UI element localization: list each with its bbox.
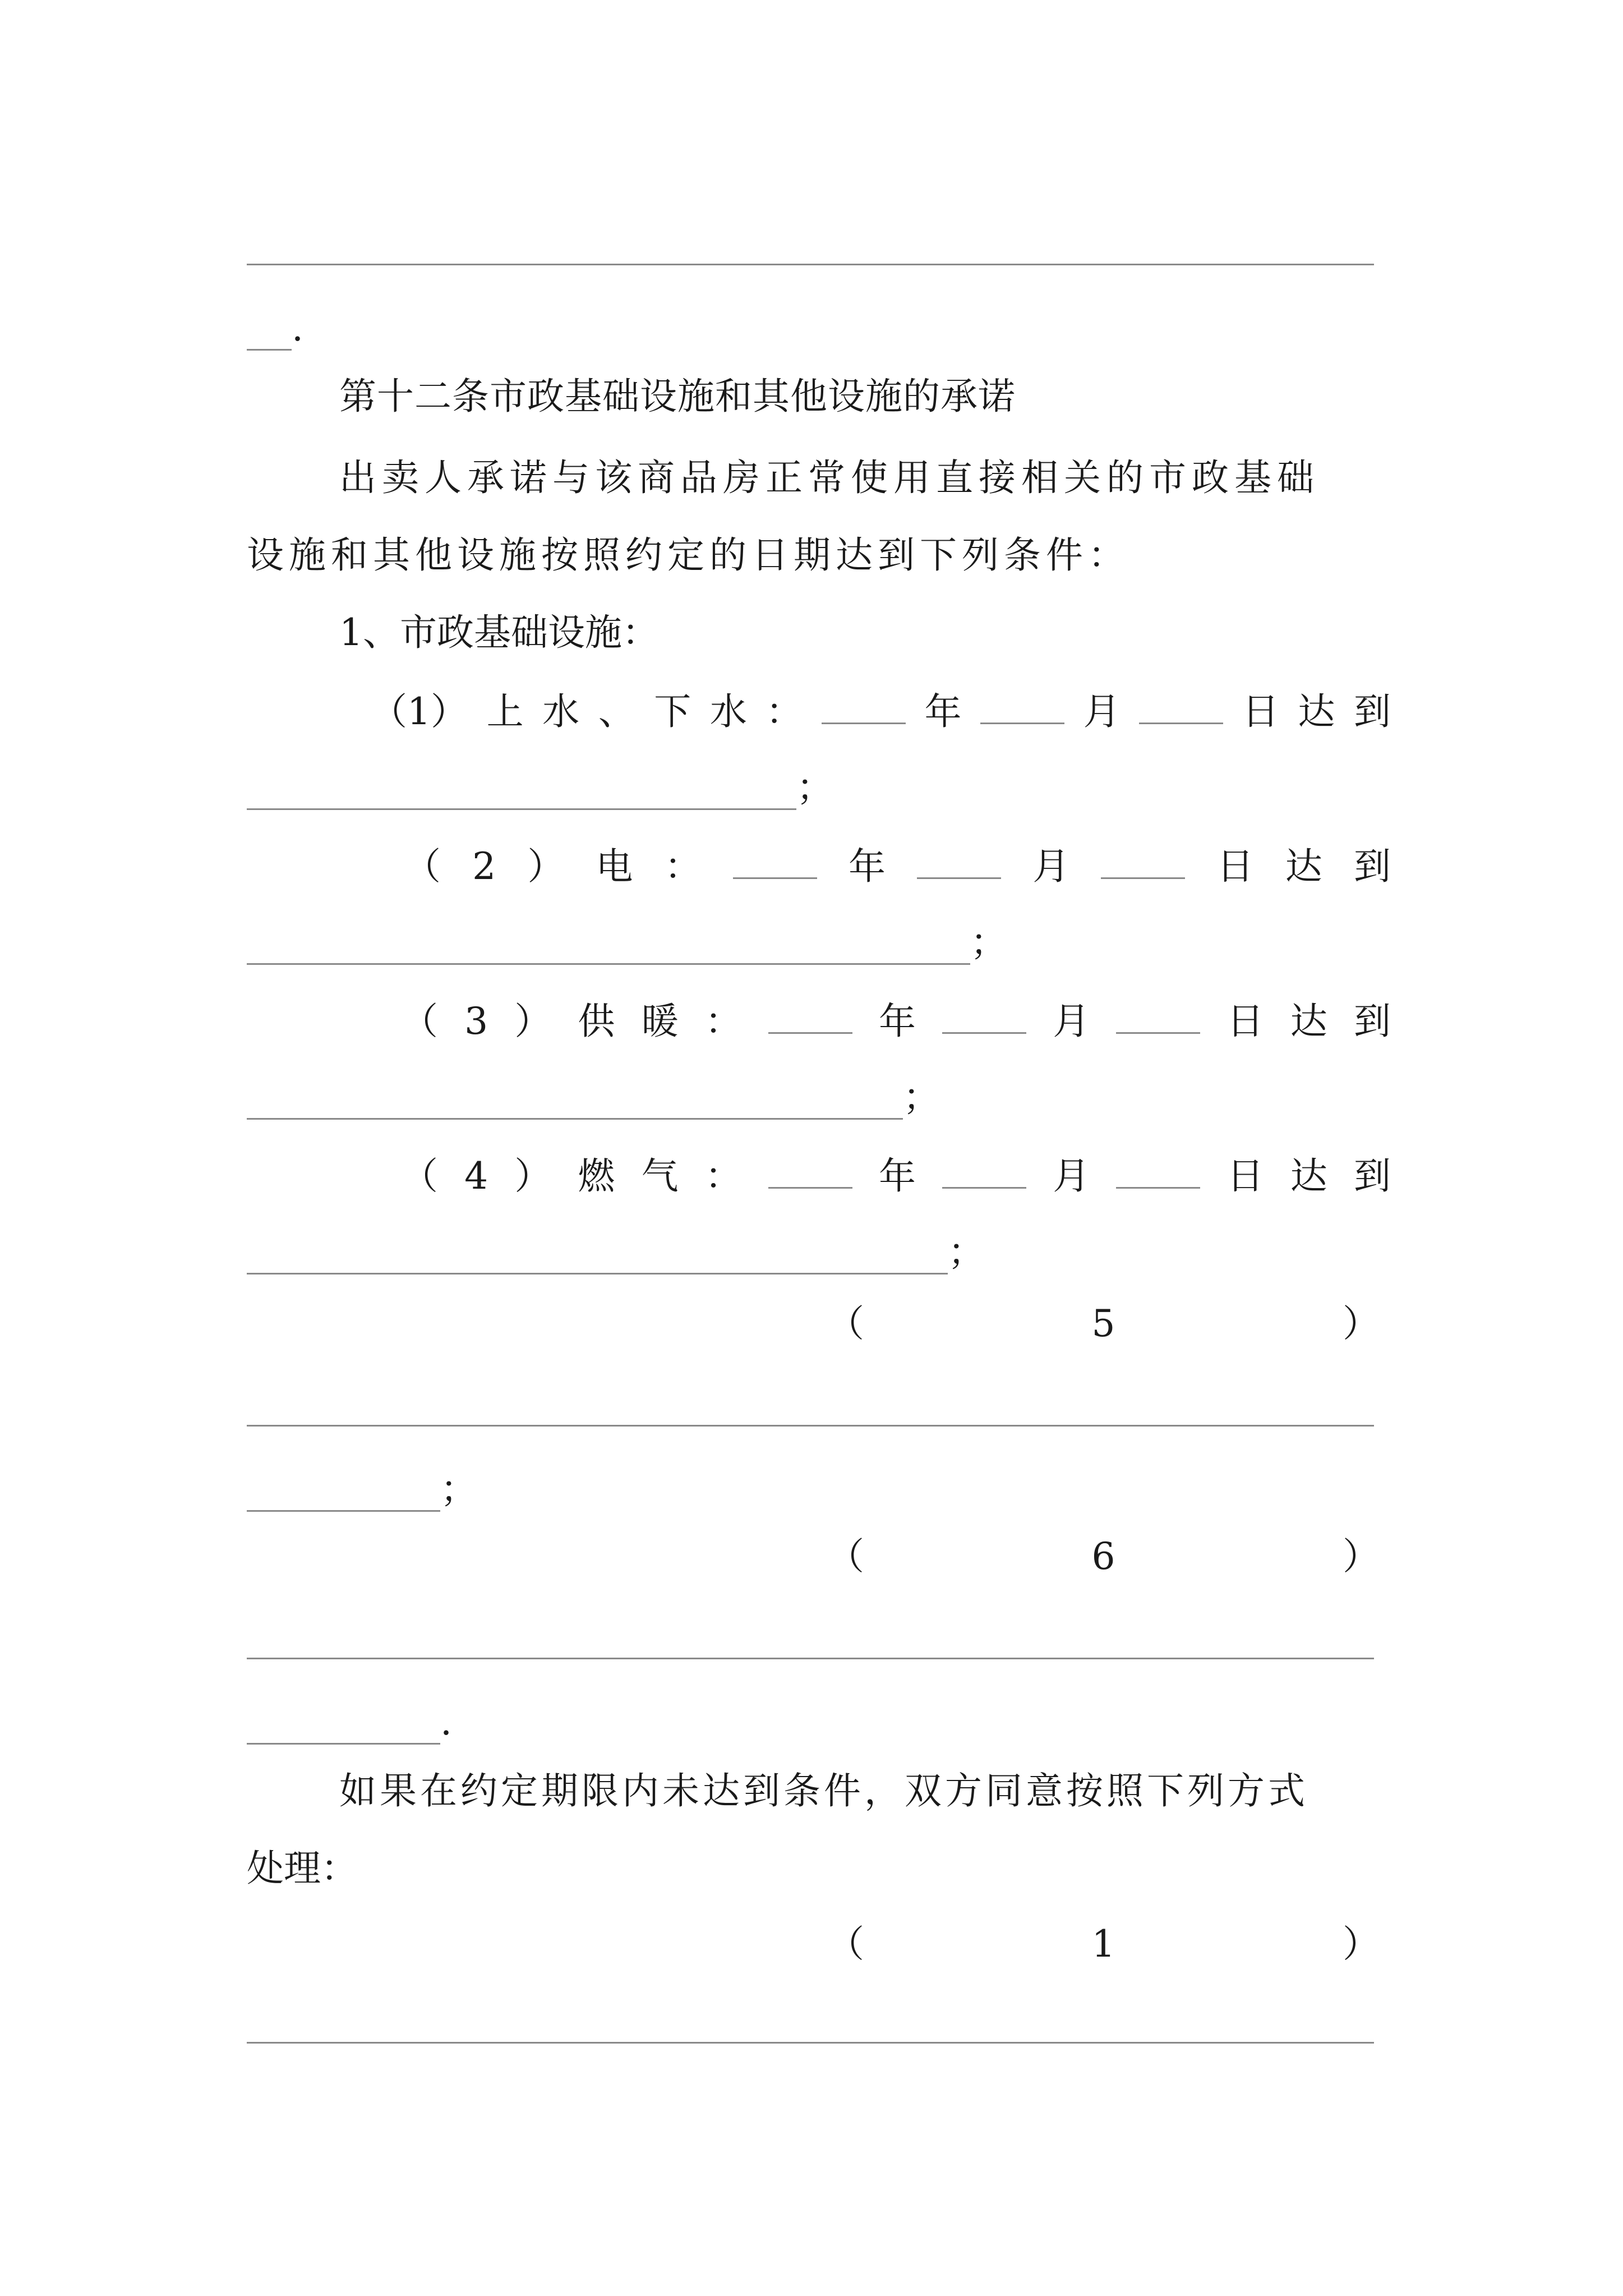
breach-item-1-heading	[827, 1922, 1380, 1967]
day-blank	[1139, 688, 1223, 724]
intro-line-2: 设施和其他设施按照约定的日期达到下列条件：	[247, 533, 1130, 577]
item-label-part: 4	[464, 1154, 488, 1198]
section-title: 1、市政基础设施：	[339, 611, 659, 654]
end-mark: .	[440, 1700, 452, 1743]
fill-blank	[247, 928, 970, 965]
item-electricity	[404, 843, 1391, 889]
fill-line	[247, 1425, 1374, 1427]
reach-label: 达	[1285, 845, 1322, 888]
item-label-part: （1）	[370, 690, 468, 733]
month-label: 月	[1053, 1154, 1090, 1198]
item-label-part: 电	[596, 845, 633, 888]
item-electricity-fill	[247, 920, 1007, 965]
item-gas-fill	[247, 1230, 985, 1274]
day-blank	[1101, 843, 1185, 879]
breach-line-2: 处理：	[247, 1847, 358, 1890]
item-label-part: （	[401, 1154, 438, 1198]
year-blank	[822, 688, 906, 724]
reach-label: 达	[1290, 1154, 1327, 1198]
month-label: 月	[1053, 1000, 1090, 1043]
item-label-part: 水	[542, 690, 580, 733]
reach-label: 达	[1290, 1000, 1327, 1043]
item-close-paren: ）	[1343, 1535, 1380, 1578]
day-blank	[1116, 1152, 1200, 1189]
fill-line	[247, 1658, 1374, 1659]
year-label: 年	[878, 1154, 916, 1198]
fill-line	[247, 2042, 1374, 2044]
fill-blank	[247, 314, 292, 351]
item-label-part: 、	[598, 690, 635, 733]
item-heating-fill	[247, 1075, 940, 1120]
item-label-part: ）	[514, 1000, 552, 1043]
continuation-end	[247, 306, 303, 351]
item-label-part: 水	[709, 690, 747, 733]
day-label: 日	[1227, 1154, 1264, 1198]
end-mark: .	[292, 306, 303, 349]
intro-line-1: 出卖人承诺与该商品房正常使用直接相关的市政基础	[339, 456, 1320, 499]
end-mark: ；	[903, 1075, 940, 1119]
month-blank	[980, 688, 1064, 724]
end-mark: ；	[970, 921, 1007, 964]
year-blank	[768, 1152, 852, 1189]
item-label-part: 3	[464, 1000, 488, 1043]
item-6-heading	[827, 1534, 1380, 1579]
end-mark: ；	[948, 1230, 985, 1273]
item-label-part: （	[404, 845, 441, 888]
day-label: 日	[1227, 1000, 1264, 1043]
fill-blank	[247, 1238, 948, 1274]
article-title: 第十二条市政基础设施和其他设施的承诺	[339, 375, 1016, 418]
item-heating	[401, 997, 1391, 1044]
item-water	[370, 688, 1391, 734]
fill-blank	[247, 1708, 440, 1745]
item-5-fill	[247, 1467, 477, 1512]
day-label: 日	[1216, 845, 1254, 888]
month-blank	[942, 1152, 1026, 1189]
year-label: 年	[924, 690, 962, 733]
item-open-paren: （	[827, 1302, 864, 1345]
item-label-part: ：	[704, 1000, 742, 1043]
year-label: 年	[848, 845, 886, 888]
fill-blank	[247, 1475, 440, 1512]
year-label: 年	[878, 1000, 916, 1043]
item-6-fill	[247, 1700, 452, 1745]
month-label: 月	[1032, 845, 1070, 888]
item-number: 1	[1091, 1922, 1115, 1966]
fill-blank	[247, 774, 796, 810]
end-mark: ；	[440, 1467, 477, 1511]
item-label-part: 燃	[578, 1154, 615, 1198]
item-number: 5	[1091, 1302, 1115, 1345]
item-label-part: ：	[766, 690, 803, 733]
item-label-part: 2	[472, 845, 496, 888]
day-blank	[1116, 997, 1200, 1034]
item-label-part: ：	[704, 1154, 742, 1198]
item-gas	[401, 1152, 1391, 1199]
item-open-paren: （	[827, 1535, 864, 1578]
item-close-paren: ）	[1343, 1922, 1380, 1966]
reach-label: 到	[1353, 1154, 1391, 1198]
item-close-paren: ）	[1343, 1302, 1380, 1345]
item-label-part: 气	[641, 1154, 679, 1198]
item-label-part: （	[401, 1000, 438, 1043]
reach-label: 到	[1353, 690, 1391, 733]
reach-label: 到	[1353, 1000, 1391, 1043]
item-label-part: ：	[664, 845, 702, 888]
item-label-part: 暖	[641, 1000, 679, 1043]
fill-line	[247, 264, 1374, 265]
item-number: 6	[1091, 1535, 1115, 1578]
breach-line-1: 如果在约定期限内未达到条件，双方同意按照下列方式	[339, 1769, 1308, 1812]
month-blank	[917, 843, 1001, 879]
day-label: 日	[1242, 690, 1279, 733]
reach-label: 达	[1298, 690, 1335, 733]
end-mark: ；	[796, 766, 833, 809]
item-open-paren: （	[827, 1922, 864, 1966]
item-water-fill	[247, 765, 833, 810]
item-5-heading	[827, 1301, 1380, 1346]
item-label-part: ）	[527, 845, 565, 888]
item-label-part: 上	[486, 690, 524, 733]
year-blank	[768, 997, 852, 1034]
year-blank	[733, 843, 817, 879]
month-blank	[942, 997, 1026, 1034]
item-label-part: 下	[654, 690, 691, 733]
item-label-part: 供	[578, 1000, 615, 1043]
reach-label: 到	[1353, 845, 1391, 888]
item-label-part: ）	[514, 1154, 552, 1198]
fill-blank	[247, 1083, 903, 1120]
month-label: 月	[1083, 690, 1121, 733]
